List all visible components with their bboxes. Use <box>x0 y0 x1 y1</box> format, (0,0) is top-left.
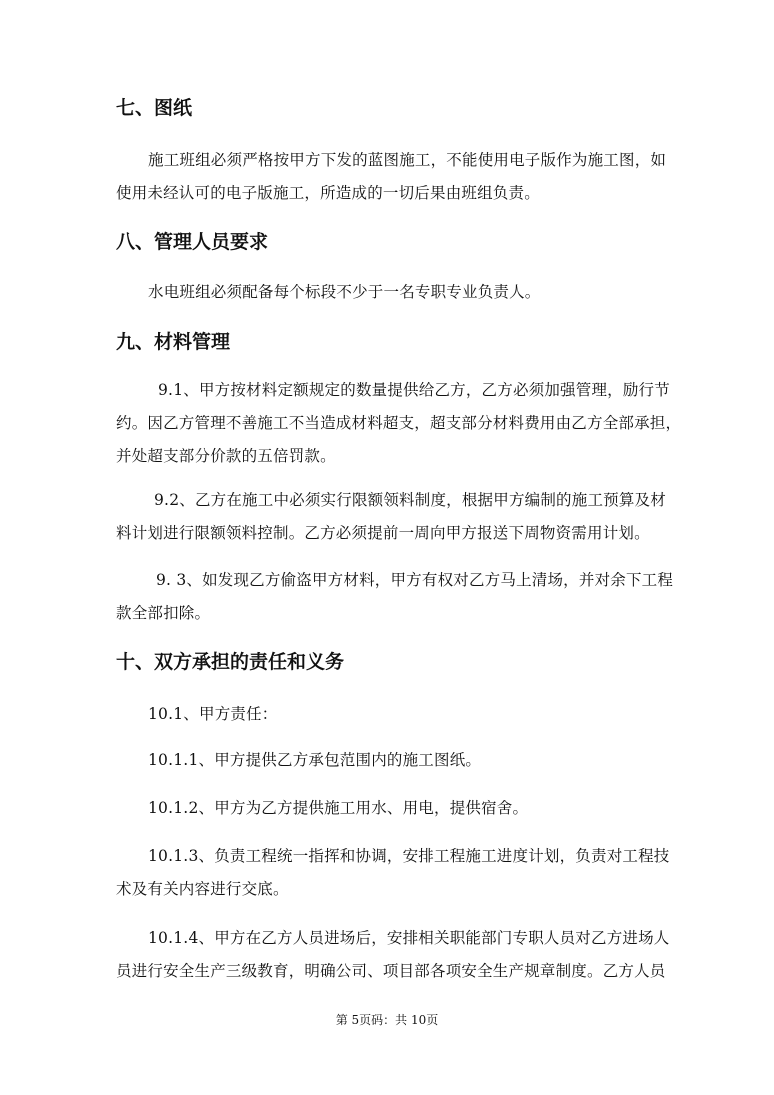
paragraph <box>116 698 662 731</box>
text-line: 员进行安全生产三级教育，明确公司、项目部各项安全生产规章制度。乙方人员 <box>116 962 666 980</box>
text-line: 并处超支部分价款的五倍罚款。 <box>116 447 336 465</box>
paragraph <box>116 276 662 309</box>
text-line: 10.1.4、甲方在乙方人员进场后，安排相关职能部门专职人员对乙方进场人 <box>148 929 670 947</box>
paragraph <box>116 564 674 630</box>
text-line: 9.2、乙方在施工中必须实行限额领料制度，根据甲方编制的施工预算及材 <box>154 491 666 509</box>
text-line: 术及有关内容进行交底。 <box>116 880 289 898</box>
text-line: 水电班组必须配备每个标段不少于一名专职专业负责人。 <box>148 283 541 301</box>
paragraph <box>116 484 666 550</box>
text-line: 使用未经认可的电子版施工，所造成的一切后果由班组负责。 <box>116 184 540 202</box>
text-line: 款全部扣除。 <box>116 604 211 622</box>
text-line: 料计划进行限额领料控制。乙方必须提前一周向甲方报送下周物资需用计划。 <box>116 524 650 542</box>
page-footer: 第 5页码：共 10页 <box>335 1013 439 1027</box>
text-line: 10.1、甲方责任： <box>148 705 278 723</box>
paragraph <box>116 144 667 210</box>
section-heading: 七、图纸 <box>116 97 193 119</box>
text-line: 施工班组必须严格按甲方下发的蓝图施工，不能使用电子版作为施工图，如 <box>148 151 667 169</box>
paragraph <box>116 840 670 906</box>
text-line: 9. 3、如发现乙方偷盗甲方材料，甲方有权对乙方马上清场，并对余下工程 <box>156 571 674 589</box>
paragraph <box>116 374 682 473</box>
paragraph <box>116 744 662 777</box>
text-line: 9.1、甲方按材料定额规定的数量提供给乙方，乙方必须加强管理，励行节 <box>158 381 670 399</box>
text-line: 10.1.3、负责工程统一指挥和协调，安排工程施工进度计划，负责对工程技 <box>148 847 670 865</box>
section-heading: 八、管理人员要求 <box>116 231 269 253</box>
text-line: 10.1.2、甲方为乙方提供施工用水、用电，提供宿舍。 <box>148 799 529 817</box>
paragraph <box>116 792 662 825</box>
section-heading: 十、双方承担的责任和义务 <box>116 651 345 673</box>
paragraph <box>116 922 670 988</box>
text-line: 约。因乙方管理不善施工不当造成材料超支，超支部分材料费用由乙方全部承担， <box>116 414 682 432</box>
section-heading: 九、材料管理 <box>116 331 231 353</box>
text-line: 10.1.1、甲方提供乙方承包范围内的施工图纸。 <box>148 751 482 769</box>
